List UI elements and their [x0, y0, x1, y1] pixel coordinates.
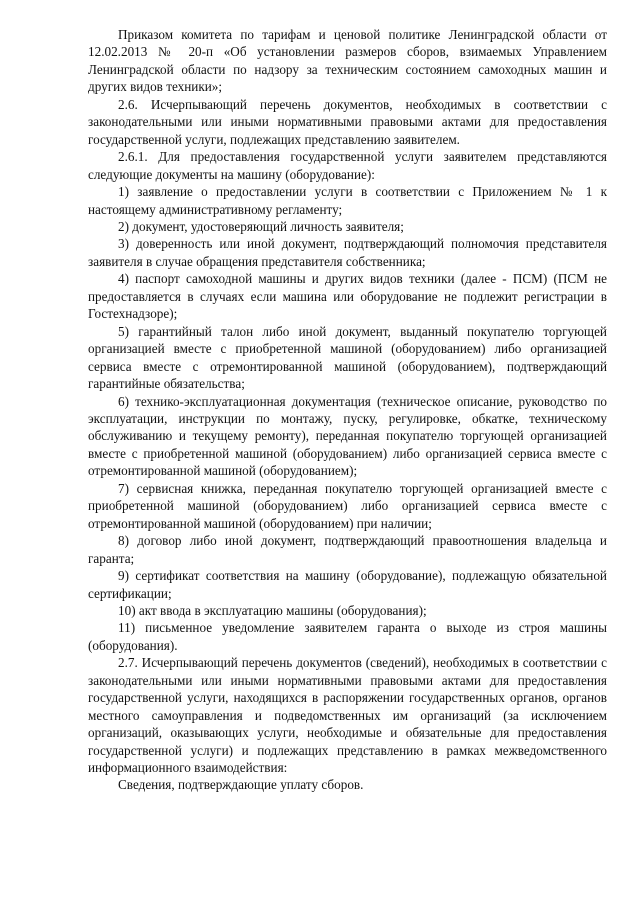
list-item-3: 3) доверенность или иной документ, подтверждающий полномочия представителя заявителя в случае обращения представителя собственника; [88, 236, 607, 269]
paragraph-order-reference: Приказом комитета по тарифам и ценовой политике Ленинградской области от 12.02.2013 № 20-п «Об установлении размеров сборов, взимаемых Управлением Ленинградской области по надзору за техническим состоянием самоходных машин и других видов техники»; [88, 27, 607, 95]
document-body [88, 26, 607, 794]
list-item-7: 7) сервисная книжка, переданная покупателю торгующей организацией вместе с приобретенной машиной (оборудованием) либо организацией сервиса вместе с отремонтированной машиной (оборудованием) при наличии; [88, 480, 607, 531]
list-item-4: 4) паспорт самоходной машины и других видов техники (далее - ПСМ) (ПСМ не предоставляется в случаях если машина или оборудование не подлежит регистрации в Гостехнадзоре); [88, 271, 607, 322]
list-item-6: 6) технико-эксплуатационная документация (техническое описание, руководство по эксплуатации, инструкции по монтажу, пуску, регулировке, обкатке, техническому обслуживанию и текущему ремонту), переданная покупателю торгующей организацией вместе с приобретенной машиной (оборудованием) либо организацией сервиса вместе с отремонтированной машиной (оборудованием); [88, 393, 607, 479]
paragraph-2-6-1: 2.6.1. Для предоставления государственной услуги заявителем представляются следующие документы на машину (оборудование): [88, 149, 607, 182]
paragraph-fees-info: Сведения, подтверждающие уплату сборов. [118, 777, 364, 793]
list-item-2: 2) документ, удостоверяющий личность заявителя; [118, 218, 404, 234]
paragraph-2-6: 2.6. Исчерпывающий перечень документов, необходимых в соответствии с законодательными или иными нормативными правовыми актами для предоставления государственной услуги, подлежащих представлению заявителем. [88, 96, 607, 147]
paragraph-2-7: 2.7. Исчерпывающий перечень документов (сведений), необходимых в соответствии с законодательными или иными нормативными правовыми актами для предоставления государственной услуги, находящихся в распоряжении государственных органов, органов местного самоуправления и подведомственных им организаций (за исключением организаций, оказывающих услуги, необходимые и обязательные для предоставления государственной услуги) и подлежащих представлению в рамках межведомственного информационного взаимодействия: [88, 655, 607, 776]
list-item-1: 1) заявление о предоставлении услуги в соответствии с Приложением № 1 к настоящему административному регламенту; [88, 184, 607, 217]
list-item-5: 5) гарантийный талон либо иной документ, выданный покупателю торгующей организацией вместе с приобретенной машиной (оборудованием) либо организацией сервиса вместе с отремонтированной машиной (оборудованием), подтверждающий гарантийные обязательства; [88, 323, 607, 392]
list-item-10: 10) акт ввода в эксплуатацию машины (оборудования); [118, 602, 427, 618]
list-item-9: 9) сертификат соответствия на машину (оборудование), подлежащую обязательной сертификации; [88, 568, 607, 601]
list-item-8: 8) договор либо иной документ, подтверждающий правоотношения владельца и гаранта; [88, 533, 607, 566]
list-item-11: 11) письменное уведомление заявителем гаранта о выходе из строя машины (оборудования). [88, 620, 607, 653]
